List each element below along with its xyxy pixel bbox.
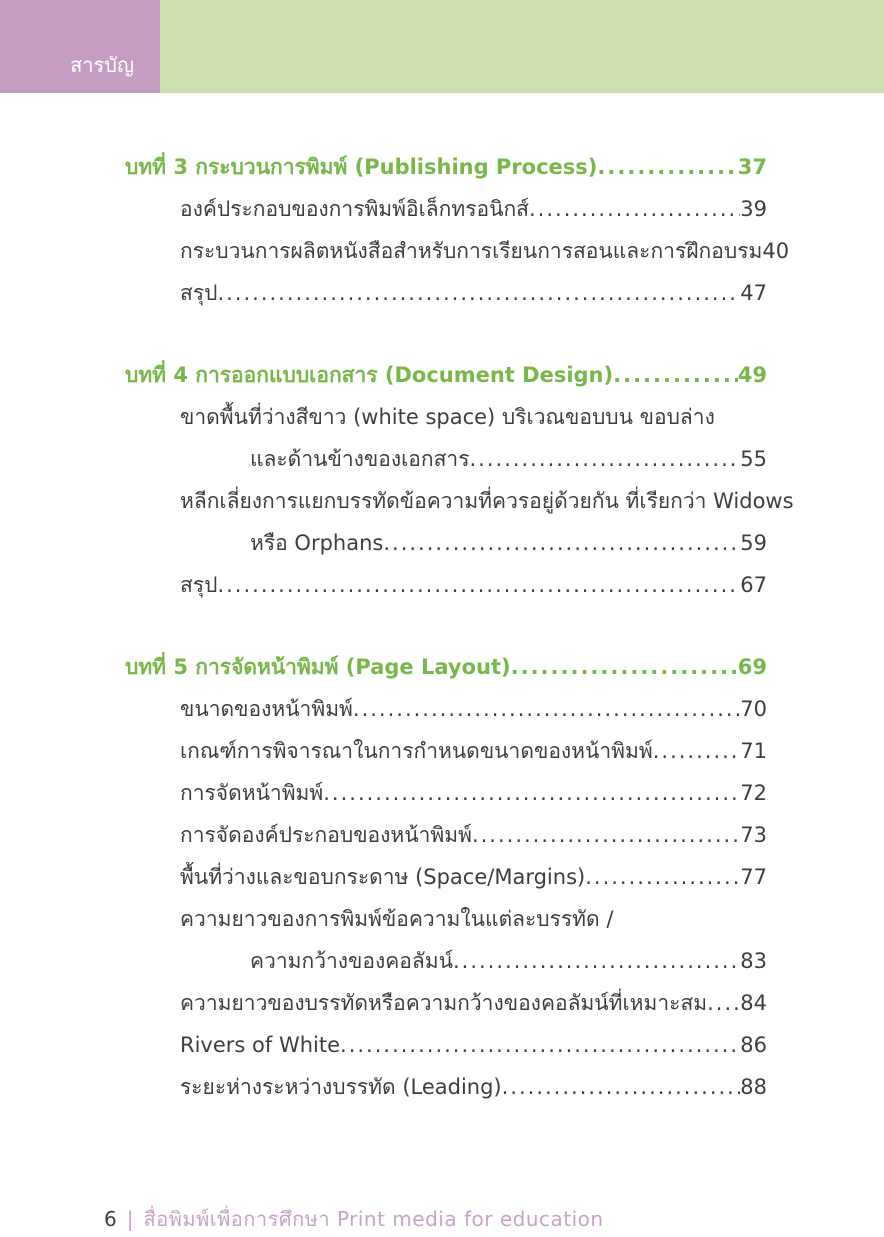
page-footer [104, 1203, 604, 1235]
toc-item-row [180, 230, 790, 272]
toc-page-number: 49 [737, 363, 767, 387]
toc-item-row [180, 1024, 767, 1066]
dot-leader [217, 272, 740, 314]
footer-separator: | [126, 1207, 134, 1231]
toc-chapter-row [125, 146, 767, 188]
toc-item-title: Rivers of White [180, 1033, 341, 1057]
toc-page-number: 72 [740, 781, 767, 805]
toc-item-row [180, 1066, 767, 1108]
toc-item-title: พื้นที่ว่างและขอบกระดาษ (Space/Margins) [180, 865, 586, 889]
toc-chapter-title: บทที่ 4 การออกแบบเอกสาร (Document Design) [125, 363, 614, 387]
toc-item-title: และด้านข้างของเอกสาร [250, 447, 470, 471]
dot-leader [511, 646, 738, 688]
dot-leader [597, 146, 737, 188]
toc-item-title: สรุป [180, 573, 218, 597]
dot-leader [340, 1024, 740, 1066]
dot-leader [529, 188, 740, 230]
dot-leader [613, 354, 738, 396]
toc-item-row [180, 772, 767, 814]
toc-section [125, 646, 767, 1108]
dot-leader [707, 982, 740, 1024]
toc-item-title: การจัดองค์ประกอบของหน้าพิมพ์ [180, 823, 472, 847]
toc-page-number: 47 [740, 281, 767, 305]
toc-chapter-row [125, 354, 767, 396]
toc-page-number: 83 [740, 949, 767, 973]
toc-page-number: 88 [740, 1075, 767, 1099]
toc-page-number: 55 [740, 447, 767, 471]
toc-item-row [180, 898, 767, 940]
toc-title: สารบัญ [70, 53, 134, 77]
dot-leader [323, 772, 740, 814]
toc-item-row [180, 480, 794, 522]
toc-item-title: ระยะห่างระหว่างบรรทัด (Leading) [180, 1075, 502, 1099]
toc-item-title: องค์ประกอบของการพิมพ์อิเล็กทรอนิกส์ [180, 197, 529, 221]
toc-item-title: ความยาวของบรรทัดหรือความกว้างของคอลัมน์ที่เหมาะสม [180, 991, 708, 1015]
toc-item-row [180, 856, 767, 898]
toc-item-title: เกณฑ์การพิจารณาในการกำหนดขนาดของหน้าพิมพ์ [180, 739, 653, 763]
toc-chapter-title: บทที่ 3 กระบวนการพิมพ์ (Publishing Process) [125, 155, 598, 179]
dot-leader [470, 438, 741, 480]
toc-page-number: 71 [740, 739, 767, 763]
toc-page-number: 40 [762, 239, 790, 263]
dot-leader [585, 856, 740, 898]
page-header [0, 0, 884, 93]
toc-item-row [180, 188, 767, 230]
toc-chapter-title: บทที่ 5 การจัดหน้าพิมพ์ (Page Layout) [125, 655, 511, 679]
dot-leader [383, 522, 740, 564]
toc-item-title: กระบวนการผลิตหนังสือสำหรับการเรียนการสอนและการฝึกอบรม [180, 239, 763, 263]
toc-page-number: 70 [740, 697, 767, 721]
toc-item-title: หลีกเลี่ยงการแยกบรรทัดข้อความที่ควรอยู่ด้วยกัน ที่เรียกว่า Widows [180, 489, 794, 513]
toc-item-title: สรุป [180, 281, 218, 305]
toc-page-number: 67 [740, 573, 767, 597]
toc-page-number: 77 [740, 865, 767, 889]
header-tab-pink [0, 0, 160, 93]
toc-item-row [250, 940, 767, 982]
dot-leader [217, 564, 740, 606]
toc-item-row [180, 272, 767, 314]
footer-book-title: สื่อพิมพ์เพื่อการศึกษา Print media for education [143, 1207, 604, 1231]
toc-section [125, 146, 790, 314]
toc-item-row [180, 688, 767, 730]
toc-page-number: 69 [737, 655, 767, 679]
toc-page-number: 73 [740, 823, 767, 847]
toc-item-row [250, 438, 767, 480]
toc-item-row [180, 396, 767, 438]
toc-item-title: หรือ Orphans [250, 531, 384, 555]
toc-page-number: 39 [740, 197, 767, 221]
toc-item-title: ความกว้างของคอลัมน์ [250, 949, 453, 973]
toc-item-title: ความยาวของการพิมพ์ข้อความในแต่ละบรรทัด / [180, 907, 614, 931]
toc-item-title: การจัดหน้าพิมพ์ [180, 781, 324, 805]
toc-item-row [180, 730, 767, 772]
toc-item-row [250, 522, 767, 564]
dot-leader [472, 814, 740, 856]
toc-item-title: ขนาดของหน้าพิมพ์ [180, 697, 353, 721]
toc [125, 146, 794, 1108]
toc-page-number: 86 [740, 1033, 767, 1057]
toc-page-number: 59 [740, 531, 767, 555]
toc-section [125, 354, 794, 606]
toc-item-row [180, 564, 767, 606]
dot-leader [502, 1066, 741, 1108]
dot-leader [453, 940, 740, 982]
toc-chapter-row [125, 646, 767, 688]
header-band-green [160, 0, 884, 93]
dot-leader [353, 688, 740, 730]
toc-item-title: ขาดพื้นที่ว่างสีขาว (white space) บริเวณขอบบน ขอบล่าง [180, 405, 715, 429]
toc-item-row [180, 814, 767, 856]
toc-page-number: 37 [737, 155, 767, 179]
toc-item-row [180, 982, 767, 1024]
dot-leader [653, 730, 741, 772]
footer-page-number: 6 [104, 1207, 117, 1231]
toc-page-number: 84 [740, 991, 767, 1015]
